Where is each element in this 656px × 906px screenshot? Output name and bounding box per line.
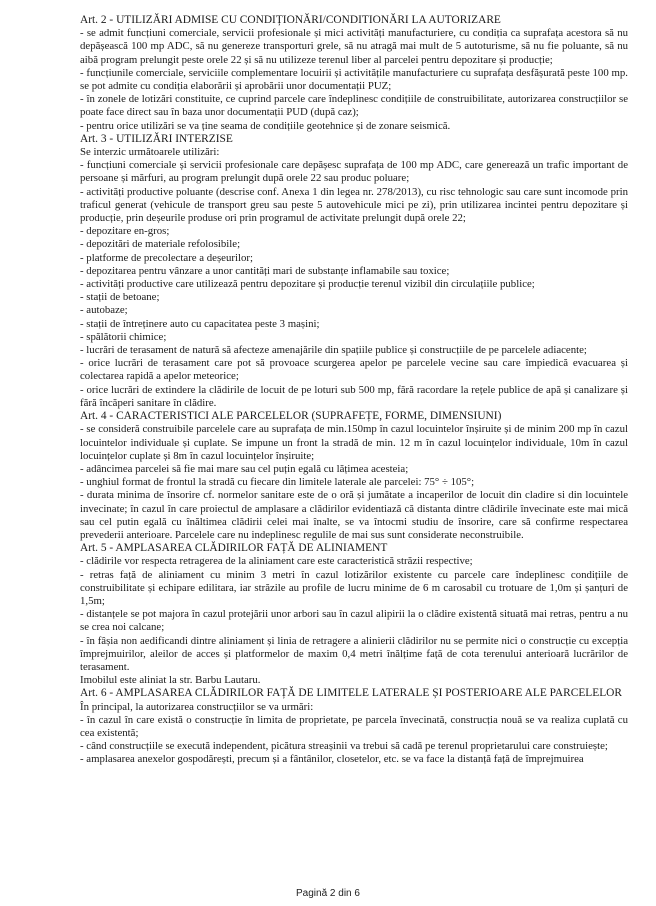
- paragraph: - activități productive care utilizează pentru depozitare și producție terenul vizibil din circulațiile publice;: [80, 278, 535, 291]
- paragraph: - activități productive poluante (descrise conf. Anexa 1 din legea nr. 278/2013), cu risc tehnologic sau care sunt incomode prin traficul generat (vehicule de transport greu sau peste 5 autovehicule mici pe zi), prin utilizarea incintei pentru depozitare și producție, prin deșeurile produse ori prin programul de activitate prelungit după orele 22;: [80, 185, 628, 225]
- paragraph: - unghiul format de frontul la stradă cu fiecare din limitele laterale ale parcelei: 75° ÷ 105°;: [80, 476, 475, 489]
- paragraph: - autobaze;: [80, 304, 128, 317]
- paragraph: - depozitare en-gros;: [80, 225, 170, 238]
- paragraph: - când construcțiile se execută independent, picătura streașinii va trebui să cadă pe terenul proprietarului care construiește;: [80, 740, 608, 753]
- paragraph: - spălătorii chimice;: [80, 330, 167, 343]
- paragraph: - în zonele de lotizări constituite, ce cuprind parcele care îndeplinesc condițiile de construibilitate, autorizarea construcțiilor se poate face direct sau în baza unor documentații PUD (după caz);: [80, 93, 628, 119]
- paragraph: - amplasarea anexelor gospodărești, precum și a fântânilor, closetelor, etc. se va face la distanță față de împrejmuirea: [80, 753, 584, 766]
- paragraph: - distanțele se pot majora în cazul protejării unor arbori sau în cazul alipirii la o clădire existentă situată mai retras, pentru a nu se crea noi calcane;: [80, 608, 628, 634]
- article-heading: Art. 4 - CARACTERISTICI ALE PARCELELOR (SUPRAFEȚE, FORME, DIMENSIUNI): [80, 410, 502, 423]
- paragraph: - stații de betoane;: [80, 291, 160, 304]
- article-heading: Art. 2 - UTILIZĂRI ADMISE CU CONDIȚIONĂRI/CONDITIONĂRI LA AUTORIZARE: [80, 14, 501, 26]
- paragraph: - clădirile vor respecta retragerea de la aliniament care este caracteristică străzii respective;: [80, 555, 473, 568]
- paragraph: - depozitări de materiale refolosibile;: [80, 238, 241, 251]
- page-footer: Pagină 2 din 6: [296, 888, 360, 899]
- paragraph: - funcțiunile comerciale, serviciile complementare locuirii și activitățile manufacturiere cu suprafața desfășurată peste 100 mp. se pot admite cu condiția elaborării și aprobării unor documentații PUZ;: [80, 66, 628, 93]
- paragraph: - depozitarea pentru vânzare a unor cantități mari de substanțe inflamabile sau toxice;: [80, 264, 450, 277]
- paragraph: - se consideră construibile parcelele care au suprafața de min.150mp în cazul locuintelor înșiruite și de minim 200 mp în cazul locuintelor individuale și cuplate. Se impune un front la stradă de min. 12 m în cazul locuințelor individuale, 10m în cazul locuințelor cuplate și 8m în cazul locuințelor înșiruite;: [80, 423, 628, 462]
- paragraph: - se admit funcțiuni comerciale, servicii profesionale și mici activități manufacturiere, cu condiția ca suprafața acestora să nu depășească 100 mp ADC, să nu genereze transporturi grele, să nu atragă mai mult de 5 autoturisme, să nu fie poluante, să nu aibă program prelungit peste orele 22 și să nu utilizeze terenul liber al parcelei pentru depozitare și producție;: [80, 27, 628, 66]
- article-heading: Art. 3 - UTILIZĂRI INTERZISE: [80, 132, 233, 145]
- article-heading: Art. 5 - AMPLASAREA CLĂDIRILOR FAȚĂ DE ALINIAMENT: [80, 542, 388, 555]
- paragraph: - pentru orice utilizări se va ține seama de condițiile geotehnice și de zonare seismică.: [80, 119, 451, 132]
- paragraph: - lucrări de terasament de natură să afecteze amenajările din spațiile publice și construcțiile de pe parcelele adiacente;: [80, 344, 587, 357]
- paragraph: Se interzic următoarele utilizări:: [80, 146, 220, 159]
- paragraph: - orice lucrări de terasament care pot să provoace scurgerea apelor pe parcelele vecine sau care împiedică evacuarea și colectarea rapidă a apelor meteorice;: [80, 357, 628, 383]
- paragraph: Imobilul este aliniat la str. Barbu Lautaru.: [80, 674, 261, 687]
- document-body: [80, 14, 628, 767]
- paragraph: În principal, la autorizarea construcțiilor se va urmări:: [80, 700, 314, 713]
- paragraph: - adâncimea parcelei să fie mai mare sau cel puțin egală cu lățimea acesteia;: [80, 462, 409, 475]
- article-heading: Art. 6 - AMPLASAREA CLĂDIRILOR FAȚĂ DE LIMITELE LATERALE ȘI POSTERIOARE ALE PARCELELOR: [80, 687, 622, 700]
- paragraph: - în cazul în care există o construcție în limita de proprietate, pe parcela învecinată, construcția nouă se va realiza cuplată cu cea existentă;: [80, 713, 628, 739]
- paragraph: - orice lucrări de extindere la clădirile de locuit de pe loturi sub 500 mp, fără racordare la rețele publice de apă și canalizare și fără încăperi sanitare în clădire.: [80, 383, 628, 409]
- paragraph: - în fâșia non aedificandi dintre aliniament și linia de retragere a alinierii clădirilor nu se permite nici o construcție cu excepția împrejmuirilor, aleilor de acces și platformelor de maxim 0,4 metri înălțime față de cota terenului anterioară lucrărilor de terasament.: [80, 634, 628, 673]
- paragraph: - platforme de precolectare a deșeurilor;: [80, 251, 253, 264]
- paragraph: - stații de întreținere auto cu capacitatea peste 3 mașini;: [80, 317, 320, 330]
- paragraph: - durata minima de însorire cf. normelor sanitare este de o oră și jumătate a incaperilor de locuit din cladire si din locuintele invecinate; în cazul în care proiectul de amplasare a clădirilor evidentiază că distanta dintre clădirile învecinate este mai mică sau cel putin egală cu înăltimea clădirii celei mai înalte, se va întocmi studiu de însorire, care să confirme respectarea prevederii anterioare. Parcelele care nu indeplinesc regulile de mai sus sunt considerate neconstruibile.: [80, 489, 628, 541]
- paragraph: - retras față de aliniament cu minim 3 metri în cazul lotizărilor existente cu parcele care îndeplinesc condițiile de construibilitate și echipare edilitara, iar străzile au profile de lucru minime de 6 m carosabil cu trotuare de 1,0m și șanțuri de 1,5m;: [80, 568, 628, 607]
- paragraph: - funcțiuni comerciale și servicii profesionale care depășesc suprafața de 100 mp ADC, care generează un trafic important de persoane și mărfuri, au program prelungit după orele 22 sau produc poluare;: [80, 159, 628, 185]
